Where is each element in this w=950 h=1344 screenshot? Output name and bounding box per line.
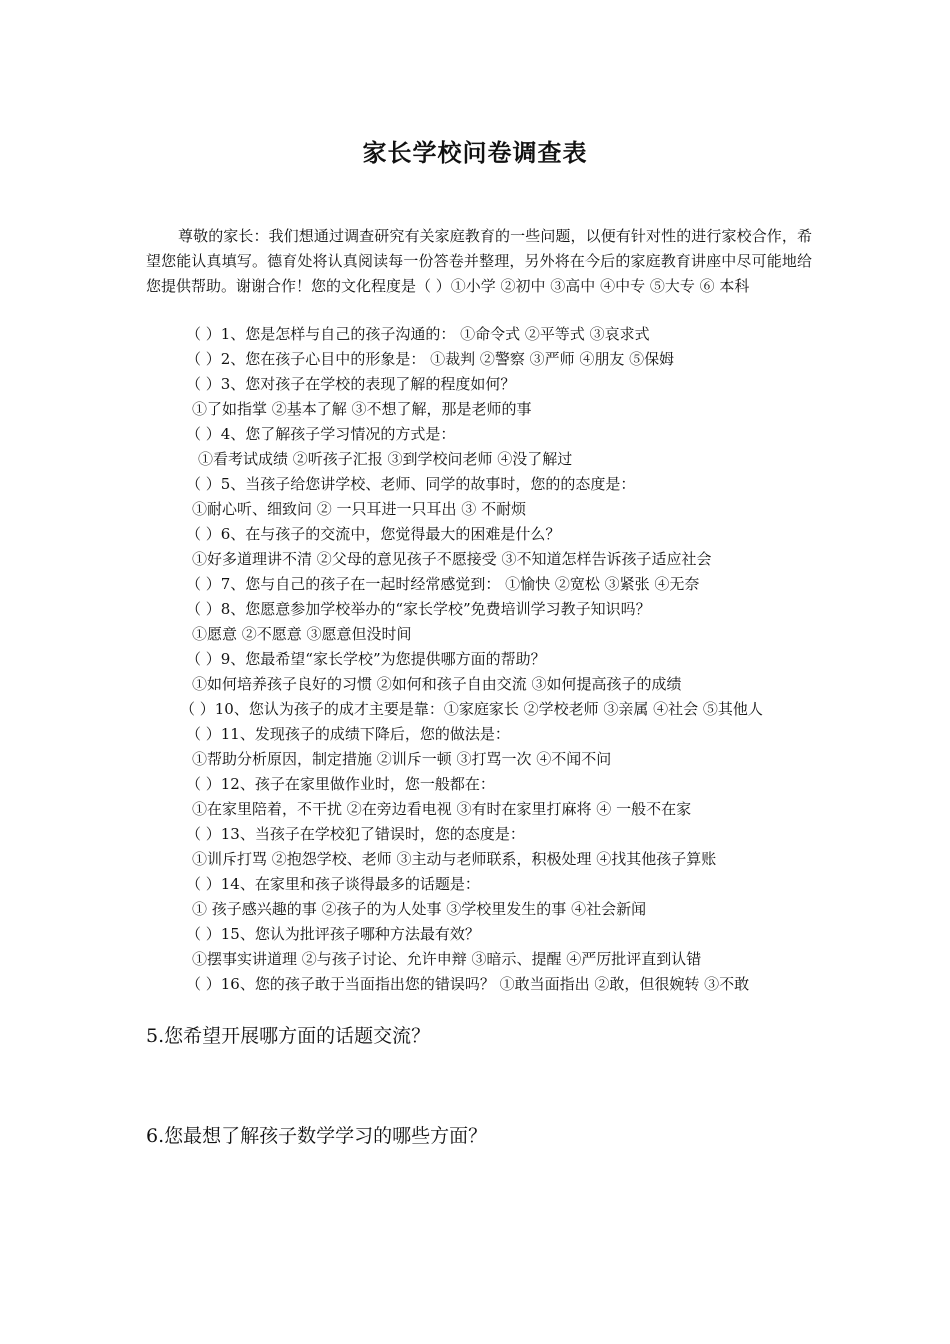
question-9-options: ①如何培养孩子良好的习惯 ②如何和孩子自由交流 ③如何提高孩子的成绩 — [192, 675, 682, 693]
question-8: （ ）8、您愿意参加学校举办的“家长学校”免费培训学习教子知识吗？ — [186, 600, 651, 618]
question-15-options: ①摆事实讲道理 ②与孩子讨论、允许申辩 ③暗示、提醒 ④严厉批评直到认错 — [192, 950, 702, 968]
question-11-options: ①帮助分析原因，制定措施 ②训斥一顿 ③打骂一次 ④不闻不问 — [192, 750, 612, 768]
question-6: （ ）6、在与孩子的交流中，您觉得最大的困难是什么？ — [186, 525, 561, 543]
question-1: （ ）1、您是怎样与自己的孩子沟通的： ①命令式 ②平等式 ③哀求式 — [186, 325, 650, 343]
question-list — [146, 322, 826, 997]
question-12: （ ）12、孩子在家里做作业时，您一般都在： — [186, 775, 495, 793]
question-5: （ ）5、当孩子给您讲学校、老师、同学的故事时，您的的态度是： — [186, 475, 636, 493]
question-13-options: ①训斥打骂 ②抱怨学校、老师 ③主动与老师联系，积极处理 ④找其他孩子算账 — [192, 850, 717, 868]
section-6-heading: 6.您最想了解孩子数学学习的哪些方面？ — [146, 1125, 488, 1147]
question-2: （ ）2、您在孩子心目中的形象是： ①裁判 ②警察 ③严师 ④朋友 ⑤保姆 — [186, 350, 675, 368]
question-14-options: ① 孩子感兴趣的事 ②孩子的为人处事 ③学校里发生的事 ④社会新闻 — [192, 900, 647, 918]
question-5-options: ①耐心听、细致问 ② 一只耳进一只耳出 ③ 不耐烦 — [192, 500, 527, 518]
intro-paragraph: 尊敬的家长：我们想通过调查研究有关家庭教育的一些问题，以便有针对性的进行家校合作，希望您能认真填写。德育处将认真阅读每一份答卷并整理，另外将在今后的家庭教育讲座中尽可能地给您提供帮助。谢谢合作！您的文化程度是（ ）①小学 ②初中 ③高中 ④中专 ⑤大专 ⑥ 本科 — [146, 227, 812, 295]
question-4-options: ①看考试成绩 ②听孩子汇报 ③到学校问老师 ④没了解过 — [198, 450, 573, 468]
section-5-heading: 5.您希望开展哪方面的话题交流？ — [146, 1025, 431, 1047]
question-16: （ ）16、您的孩子敢于当面指出您的错误吗？ ①敢当面指出 ②敢，但很婉转 ③不敢 — [186, 975, 750, 993]
question-7: （ ）7、您与自己的孩子在一起时经常感觉到： ①愉快 ②宽松 ③紧张 ④无奈 — [186, 575, 700, 593]
question-15: （ ）15、您认为批评孩子哪种方法最有效？ — [186, 925, 480, 943]
question-13: （ ）13、当孩子在学校犯了错误时，您的态度是： — [186, 825, 525, 843]
question-4: （ ）4、您了解孩子学习情况的方式是： — [186, 425, 456, 443]
question-11: （ ）11、发现孩子的成绩下降后，您的做法是： — [186, 725, 510, 743]
page-title: 家长学校问卷调查表 — [362, 138, 588, 167]
question-9: （ ）9、您最希望“家长学校”为您提供哪方面的帮助？ — [186, 650, 546, 668]
question-6-options: ①好多道理讲不清 ②父母的意见孩子不愿接受 ③不知道怎样告诉孩子适应社会 — [192, 550, 712, 568]
question-3-options: ①了如指掌 ②基本了解 ③不想了解，那是老师的事 — [192, 400, 532, 418]
question-10: （ ）10、您认为孩子的成才主要是靠：①家庭家长 ②学校老师 ③亲属 ④社会 ⑤其他人 — [180, 700, 763, 718]
question-12-options: ①在家里陪着，不干扰 ②在旁边看电视 ③有时在家里打麻将 ④ 一般不在家 — [192, 800, 692, 818]
question-14: （ ）14、在家里和孩子谈得最多的话题是： — [186, 875, 480, 893]
question-3: （ ）3、您对孩子在学校的表现了解的程度如何？ — [186, 375, 516, 393]
question-8-options: ①愿意 ②不愿意 ③愿意但没时间 — [192, 625, 412, 643]
